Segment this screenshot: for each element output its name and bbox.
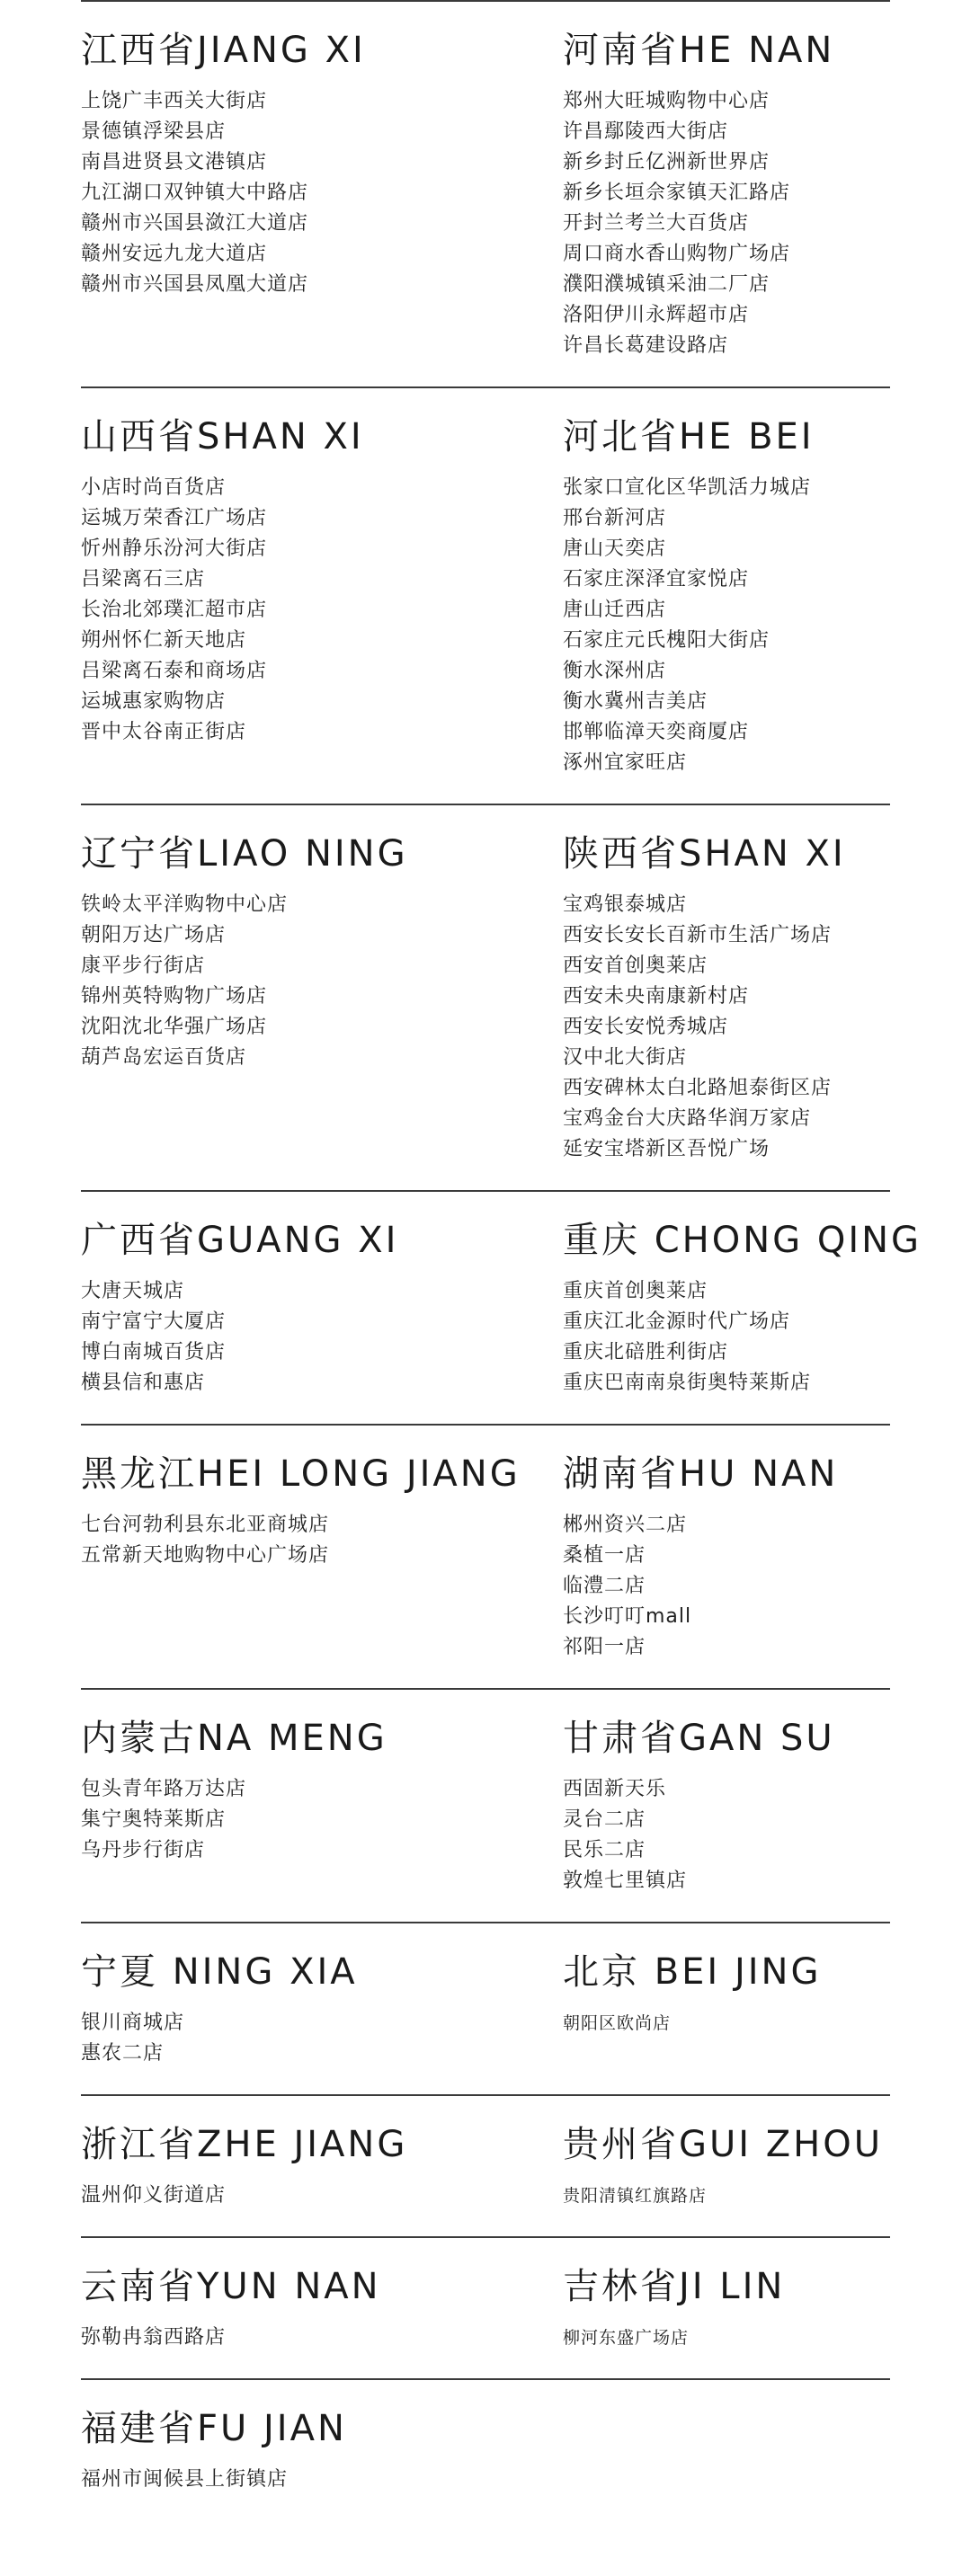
region-bei-jing [563,1950,890,2069]
store-item: 郑州大旺城购物中心店 [563,90,771,112]
store-item: 温州仰义街道店 [81,2184,227,2207]
store-item: 新乡长垣佘家镇天汇路店 [563,182,791,204]
store-item: 民乐二店 [563,1839,646,1861]
region-ning-xia [81,1950,563,2069]
region-he-bei [563,415,890,778]
store-item: 朝阳万达广场店 [81,924,227,946]
region-yun-nan [81,2265,563,2353]
store-list [81,2181,563,2211]
store-item: 祁阳一店 [563,1636,646,1658]
store-item: 重庆巴南南泉街奥特莱斯店 [563,1372,812,1394]
store-item: 吕梁离石泰和商场店 [81,660,268,682]
region-title: 河北省HE BEI [563,416,815,457]
store-item: 宝鸡银泰城店 [563,893,688,916]
store-item: 集宁奥特莱斯店 [81,1808,227,1831]
region-jiang-xi [81,29,563,361]
store-list [81,2465,563,2495]
store-list [81,890,563,1073]
store-item: 石家庄深泽宜家悦店 [563,568,750,591]
store-list [563,1510,890,1663]
region-title: 北京 BEI JING [563,1951,822,1993]
store-item: 沈阳沈北华强广场店 [81,1016,268,1038]
store-list [563,86,890,361]
store-item: 包头青年路万达店 [81,1778,247,1800]
region-title: 山西省SHAN XI [81,416,364,457]
store-item: 西安首创奥莱店 [563,955,708,977]
store-list [81,1510,563,1571]
region-title: 黑龙江HEI LONG JIANG [81,1453,521,1495]
store-item: 西安长安悦秀城店 [563,1016,729,1038]
store-item: 葫芦岛宏运百货店 [81,1046,247,1069]
store-list [563,1276,890,1399]
region-row [81,2380,890,2520]
region-chong-qing [563,1219,922,1399]
store-item: 赣州安远九龙大道店 [81,243,268,265]
region-title: 贵州省GUI ZHOU [563,2124,884,2165]
store-item: 涿州宜家旺店 [563,751,688,774]
store-item: 石家庄元氏槐阳大街店 [563,629,771,652]
store-item: 宝鸡金台大庆路华润万家店 [563,1107,812,1130]
region-title: 陕西省SHAN XI [563,833,846,875]
store-item: 汉中北大街店 [563,1046,688,1069]
store-item: 洛阳伊川永辉超市店 [563,304,750,326]
store-item: 景德镇浮梁县店 [81,120,227,143]
store-item: 运城万荣香江广场店 [81,507,268,529]
store-list [563,890,890,1165]
store-item: 博白南城百货店 [81,1341,227,1364]
store-item: 濮阳濮城镇采油二厂店 [563,273,771,296]
region-fu-jian [81,2407,563,2495]
store-list [563,2323,890,2353]
store-item: 邯郸临漳天奕商厦店 [563,721,750,743]
store-item: 西安碑林太白北路旭泰街区店 [563,1077,833,1099]
region-guang-xi [81,1219,563,1399]
region-zhe-jiang [81,2123,563,2211]
store-item: 邢台新河店 [563,507,667,529]
store-list [81,473,563,748]
store-list [81,2323,563,2353]
store-item: 灵台二店 [563,1808,646,1831]
region-na-meng [81,1717,563,1896]
store-item: 朔州怀仁新天地店 [81,629,247,652]
store-item: 临澧二店 [563,1575,646,1597]
store-item: 新乡封丘亿洲新世界店 [563,151,771,173]
store-item: 赣州市兴国县潋江大道店 [81,212,309,235]
region-title: 辽宁省LIAO NING [81,833,408,875]
region-title: 宁夏 NING XIA [81,1951,358,1993]
region-title: 江西省JIANG XI [81,30,366,71]
region-row [81,1192,922,1424]
store-item: 贵阳清镇红旗路店 [563,2186,708,2206]
region-hu-nan [563,1452,890,1663]
store-list [563,473,890,778]
store-list [81,1276,563,1399]
region-title: 甘肃省GAN SU [563,1718,835,1759]
store-item: 西固新天乐 [563,1778,667,1800]
store-item: 惠农二店 [81,2042,165,2065]
store-item: 长沙叮叮mall [563,1605,692,1628]
region-title: 湖南省HU NAN [563,1453,839,1495]
store-list [81,86,563,300]
region-title: 重庆 CHONG QING [563,1220,922,1261]
store-item: 大唐天城店 [81,1280,185,1302]
store-item: 横县信和惠店 [81,1372,206,1394]
store-item: 张家口宣化区华凯活力城店 [563,476,812,499]
store-item: 上饶广丰西关大街店 [81,90,268,112]
region-row [81,1426,890,1688]
store-item: 唐山迁西店 [563,599,667,621]
region-row [81,2096,890,2236]
region-title: 河南省HE NAN [563,30,835,71]
store-item: 西安长安长百新市生活广场店 [563,924,833,946]
store-list [563,2181,890,2211]
store-item: 重庆北碚胜利街店 [563,1341,729,1364]
store-item: 郴州资兴二店 [563,1514,688,1536]
store-item: 赣州市兴国县凤凰大道店 [81,273,309,296]
store-item: 小店时尚百货店 [81,476,227,499]
region-title: 内蒙古NA MENG [81,1718,388,1759]
store-item: 衡水深州店 [563,660,667,682]
region-row [81,388,890,804]
store-list [563,2008,890,2039]
region-ji-lin [563,2265,890,2353]
store-item: 福州市闽候县上街镇店 [81,2468,289,2491]
store-item: 延安宝塔新区吾悦广场 [563,1138,771,1160]
store-item: 重庆江北金源时代广场店 [563,1310,791,1333]
store-item: 桑植一店 [563,1544,646,1567]
store-item: 银川商城店 [81,2012,185,2034]
store-item: 敦煌七里镇店 [563,1870,688,1892]
store-item: 锦州英特购物广场店 [81,985,268,1008]
store-item: 忻州静乐汾河大街店 [81,537,268,560]
store-directory [81,0,922,2520]
store-item: 柳河东盛广场店 [563,2328,690,2348]
empty-column [563,2407,890,2495]
store-item: 重庆首创奥莱店 [563,1280,708,1302]
region-row [81,1690,890,1922]
store-item: 南宁富宁大厦店 [81,1310,227,1333]
region-row [81,2238,890,2378]
store-list [81,1774,563,1866]
store-item: 长治北郊璞汇超市店 [81,599,268,621]
region-hei-long-jiang [81,1452,563,1663]
region-title: 福建省FU JIAN [81,2408,347,2449]
region-title: 浙江省ZHE JIANG [81,2124,408,2165]
region-gui-zhou [563,2123,890,2211]
store-list [563,1774,890,1896]
region-title: 吉林省JI LIN [563,2266,786,2307]
store-item: 康平步行街店 [81,955,206,977]
region-row [81,1923,890,2094]
region-shan-xi [81,415,563,778]
store-item: 五常新天地购物中心广场店 [81,1544,330,1567]
store-item: 弥勒冉翁西路店 [81,2326,227,2349]
region-liao-ning [81,832,563,1165]
store-item: 衡水冀州吉美店 [563,690,708,713]
store-item: 吕梁离石三店 [81,568,206,591]
region-row [81,2,890,386]
region-gan-su [563,1717,890,1896]
store-item: 开封兰考兰大百货店 [563,212,750,235]
region-title: 广西省GUANG XI [81,1220,399,1261]
store-item: 晋中太谷南正街店 [81,721,247,743]
store-item: 许昌长葛建设路店 [563,334,729,357]
store-item: 乌丹步行街店 [81,1839,206,1861]
region-he-nan [563,29,890,361]
store-item: 七台河勃利县东北亚商城店 [81,1514,330,1536]
region-shan-xi [563,832,890,1165]
region-row [81,805,890,1190]
store-item: 许昌鄢陵西大街店 [563,120,729,143]
store-item: 运城惠家购物店 [81,690,227,713]
store-item: 西安未央南康新村店 [563,985,750,1008]
store-item: 唐山天奕店 [563,537,667,560]
store-item: 九江湖口双钟镇大中路店 [81,182,309,204]
store-item: 铁岭太平洋购物中心店 [81,893,289,916]
store-list [81,2008,563,2069]
store-item: 南昌进贤县文港镇店 [81,151,268,173]
region-title: 云南省YUN NAN [81,2266,381,2307]
store-item: 朝阳区欧尚店 [563,2013,672,2033]
store-item: 周口商水香山购物广场店 [563,243,791,265]
